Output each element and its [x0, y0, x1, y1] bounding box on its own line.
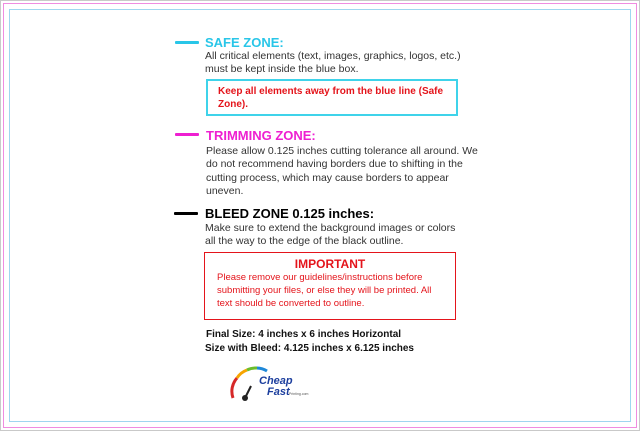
logo-arc-red [232, 378, 237, 398]
bleed-size-text: Size with Bleed: 4.125 inches x 6.125 inches [205, 343, 414, 354]
important-notice [204, 252, 456, 320]
logo-arc-orange [237, 370, 247, 378]
logo-word-printing: Printing.com [289, 392, 309, 396]
safe-zone-callout [206, 79, 458, 116]
bleed-zone-title: BLEED ZONE 0.125 inches: [205, 206, 375, 221]
final-size-text: Final Size: 4 inches x 6 inches Horizontal [206, 329, 402, 340]
logo-arc-blue [257, 368, 267, 371]
safe-zone-callout-text: Keep all elements away from the blue line (Safe Zone). [218, 86, 444, 110]
logo-needle-hub [242, 395, 248, 401]
bleed-zone-description: Make sure to extend the background images or colors all the way to the edge of the black outline. [205, 222, 456, 247]
safe-zone-description: All critical elements (text, images, graphics, logos, etc.) must be kept inside the blue box. [205, 50, 461, 75]
bleed-zone-swatch [174, 212, 198, 215]
important-text: Please remove our guidelines/instructions before submitting your files, or else they will be printed. All text should be converted to outline. [217, 272, 432, 309]
trimming-zone-title: TRIMMING ZONE: [206, 128, 316, 143]
safe-zone-swatch [175, 41, 199, 44]
logo-arc-green [247, 368, 257, 370]
logo-word-cheap: Cheap [259, 375, 293, 387]
safe-zone-title: SAFE ZONE: [205, 35, 284, 50]
important-title: IMPORTANT [294, 257, 366, 271]
trimming-zone-swatch [175, 133, 199, 136]
cheap-fast-printing-logo [227, 364, 311, 406]
logo-word-fast: Fast [267, 386, 290, 398]
trimming-zone-description: Please allow 0.125 inches cutting tolerance all around. We do not recommend having borders due to shifting in the cutting process, which may cause borders to appear uneven. [206, 145, 478, 198]
